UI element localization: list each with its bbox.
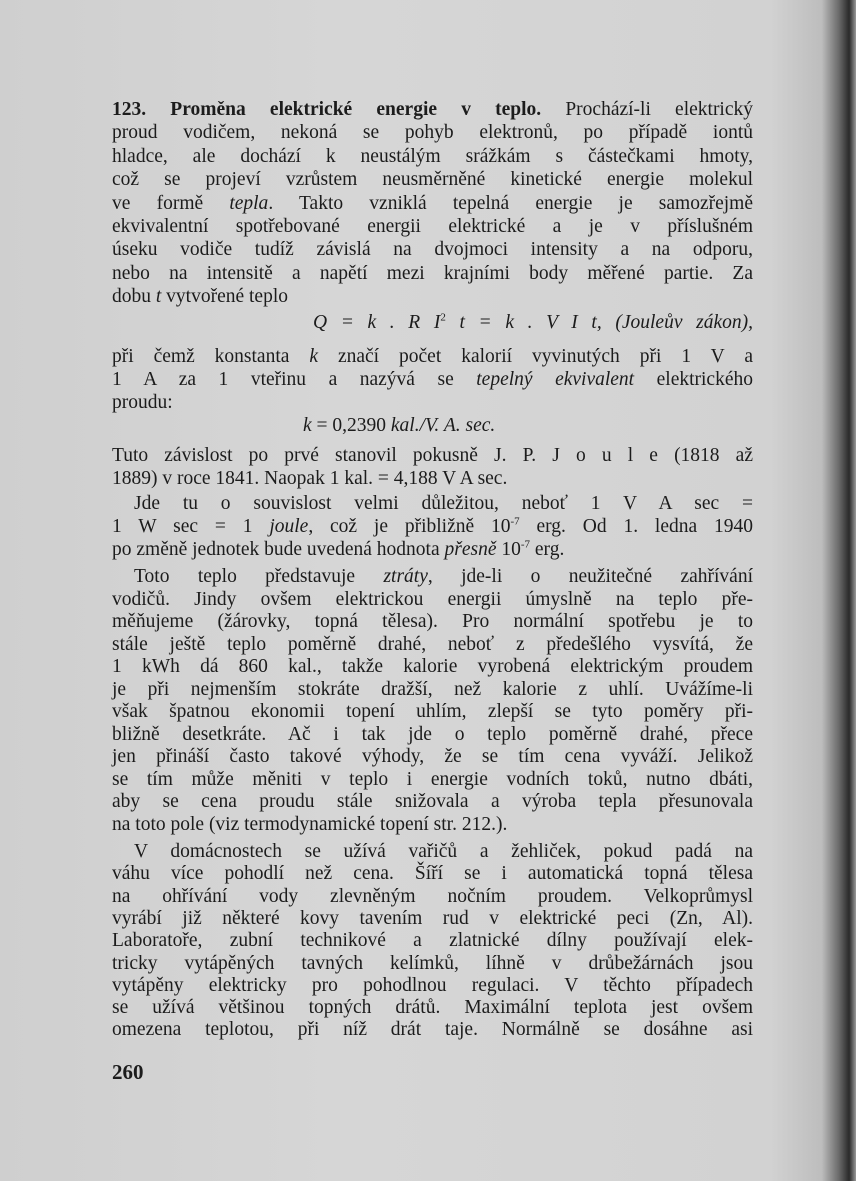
body-text: bližně desetkráte. Ač i tak jde o teplo poměrně drahé, přece bbox=[112, 723, 753, 745]
text-line bbox=[112, 724, 753, 746]
text-line bbox=[112, 814, 753, 836]
emphasis-text: joule bbox=[269, 516, 309, 537]
body-text: vytápěny elektricky pro pohodlnou regulaci. V těchto případech bbox=[112, 974, 753, 996]
text-line bbox=[112, 863, 753, 885]
body-text: Tuto závislost po prvé stanovil pokusně J. P. J o u l e (1818 až bbox=[112, 445, 753, 466]
text-line bbox=[112, 468, 753, 490]
body-text: 1 A za 1 vteřinu a nazývá se bbox=[112, 369, 477, 390]
text-line bbox=[112, 169, 753, 191]
emphasis-text: k bbox=[303, 415, 312, 436]
body-text: při čemž konstanta bbox=[112, 346, 310, 367]
text-line bbox=[112, 216, 753, 238]
text-line bbox=[112, 239, 753, 261]
body-text: . Takto vzniklá tepelná energie je samozřejmě bbox=[268, 192, 753, 214]
body-text: je při nejmenším stokráte dražší, než kalorie z uhlí. Uvážíme-li bbox=[112, 678, 753, 700]
emphasis-text: ztráty bbox=[383, 566, 428, 587]
text-line bbox=[112, 122, 753, 144]
body-text: 10 bbox=[496, 539, 521, 560]
body-text: po změně jednotek bude uvedená hodnota bbox=[112, 539, 445, 560]
text-line bbox=[112, 445, 753, 467]
text-line bbox=[112, 516, 753, 538]
body-text: proud vodičem, nekoná se pohyb elektronů, po případě iontů bbox=[112, 122, 753, 144]
body-text: nebo na intensitě a napětí mezi krajními body měřené partie. Za bbox=[112, 262, 753, 284]
body-text: značí počet kalorií vyvinutých při 1 V a bbox=[318, 346, 753, 367]
superscript: -7 bbox=[510, 515, 520, 528]
body-text: váhu více pohodlí než cena. Šíří se i automatická topná tělesa bbox=[112, 863, 753, 885]
text-line bbox=[112, 791, 753, 813]
text-line bbox=[112, 589, 753, 611]
body-text: dobu bbox=[112, 286, 156, 308]
emphasis-text: k bbox=[309, 346, 319, 367]
text-line bbox=[112, 930, 753, 952]
body-text: což se projeví vzrůstem neusměrněné kinetické energie molekul bbox=[112, 169, 753, 191]
body-text: stále ještě teplo poměrně drahé, neboť z předešlého vysvítá, že bbox=[112, 633, 753, 655]
text-line bbox=[313, 312, 753, 334]
body-text: 1 W sec = 1 bbox=[112, 516, 270, 537]
text-line bbox=[112, 656, 753, 678]
body-text: na toto pole (viz termodynamické topení str. 212.). bbox=[112, 813, 508, 835]
emphasis-text: tepla bbox=[229, 192, 269, 214]
body-text: Jde tu o souvislost velmi důležitou, neboť 1 V A sec = bbox=[134, 493, 753, 514]
body-text: proudu: bbox=[112, 392, 173, 413]
body-text: úseku vodiče tudíž závislá na dvojmoci intensity a na odporu, bbox=[112, 239, 753, 261]
body-text: na ohřívání vody zlevněným nočním proudem. Velkoprůmysl bbox=[112, 885, 753, 907]
text-line bbox=[112, 769, 753, 791]
text-line bbox=[303, 415, 495, 437]
text-line bbox=[112, 1019, 753, 1041]
body-text: vodičů. Jindy ovšem elektrickou energii úmyslně na teplo pře- bbox=[112, 588, 753, 610]
body-text: Prochází-li elektrický bbox=[541, 99, 754, 120]
text-line bbox=[112, 346, 753, 368]
text-line bbox=[112, 634, 753, 656]
superscript: -7 bbox=[520, 538, 531, 551]
body-text: aby se cena proudu stále snižovala a výroba tepla přesunovala bbox=[112, 791, 753, 812]
body-text: se užívá většinou topných drátů. Maximální teplota jest ovšem bbox=[112, 997, 753, 1019]
emphasis-text: t = k . V I t, (Jouleův zákon), bbox=[445, 312, 753, 333]
text-line bbox=[112, 611, 753, 633]
body-text: vyrábí již některé kovy tavením rud v elektrické peci (Zn, Al). bbox=[112, 907, 753, 929]
text-line bbox=[112, 392, 753, 414]
emphasis-text: Q = k . R I bbox=[313, 312, 441, 333]
text-line bbox=[112, 99, 753, 121]
text-line bbox=[112, 975, 753, 997]
body-text: ekvivalentní spotřebované energii elektrické a je v příslušném bbox=[112, 216, 753, 237]
body-text: hladce, ale dochází k neustálým srážkám s částečkami hmoty, bbox=[112, 145, 753, 167]
body-text: Laboratoře, zubní technikové a zlatnické dílny používají elek- bbox=[112, 930, 753, 952]
text-line bbox=[112, 701, 753, 723]
text-line bbox=[112, 886, 753, 908]
text-line bbox=[112, 539, 753, 561]
body-text: elektrického bbox=[634, 369, 753, 390]
body-text: , což je přibližně 10 bbox=[308, 516, 511, 537]
body-text: erg. Od 1. ledna 1940 bbox=[519, 516, 753, 537]
text-line bbox=[112, 746, 753, 768]
body-text: měňujeme (žárovky, topná tělesa). Pro normální spotřebu je to bbox=[112, 611, 753, 632]
body-text: erg. bbox=[530, 539, 565, 560]
text-line bbox=[112, 566, 753, 588]
text-line bbox=[112, 841, 753, 863]
text-line bbox=[112, 286, 753, 308]
body-text: V domácnostech se užívá vařičů a žehliček, pokud padá na bbox=[134, 841, 753, 862]
emphasis-text: přesně bbox=[444, 539, 497, 560]
body-text: omezena teplotou, při níž drát taje. Normálně se dosáhne asi bbox=[112, 1019, 753, 1041]
text-line bbox=[112, 369, 753, 391]
emphasis-text: kal./V. A. sec. bbox=[390, 415, 496, 436]
body-text: , jde-li o neužitečné zahřívání bbox=[427, 566, 753, 587]
text-line bbox=[112, 908, 753, 930]
superscript: 2 bbox=[440, 311, 446, 324]
body-text: Toto teplo představuje bbox=[134, 566, 384, 587]
emphasis-text: t bbox=[155, 286, 162, 308]
body-text: ve formě bbox=[112, 192, 230, 214]
body-text: se tím může měniti v teplo i energie vodních toků, nutno dbáti, bbox=[112, 768, 753, 790]
text-line bbox=[112, 493, 753, 515]
body-text: 1 kWh dá 860 kal., takže kalorie vyrobená elektrickým proudem bbox=[112, 656, 753, 677]
text-line bbox=[112, 193, 753, 215]
body-text: však špatnou ekonomii topení uhlím, zlepší se tyto poměry při- bbox=[112, 701, 753, 722]
body-text: 1889) v roce 1841. Naopak 1 kal. = 4,188 V A sec. bbox=[112, 468, 508, 489]
text-line bbox=[112, 997, 753, 1019]
body-text: jen přináší často takové výhody, že se tím cena vyváží. Jelikož bbox=[112, 746, 753, 767]
body-text: tricky vytápěných tavných kelímků, líhně v drůbežárnách jsou bbox=[112, 952, 753, 974]
text-line bbox=[112, 953, 753, 975]
body-text: vytvořené teplo bbox=[161, 286, 289, 308]
text-line bbox=[112, 679, 753, 701]
emphasis-text: tepelný ekvivalent bbox=[476, 369, 635, 390]
page-number: 260 bbox=[112, 1060, 144, 1084]
body-text: = 0,2390 bbox=[311, 415, 391, 436]
text-line bbox=[112, 263, 753, 285]
section-heading: 123. Proměna elektrické energie v teplo. bbox=[112, 99, 542, 120]
text-line bbox=[112, 146, 753, 168]
